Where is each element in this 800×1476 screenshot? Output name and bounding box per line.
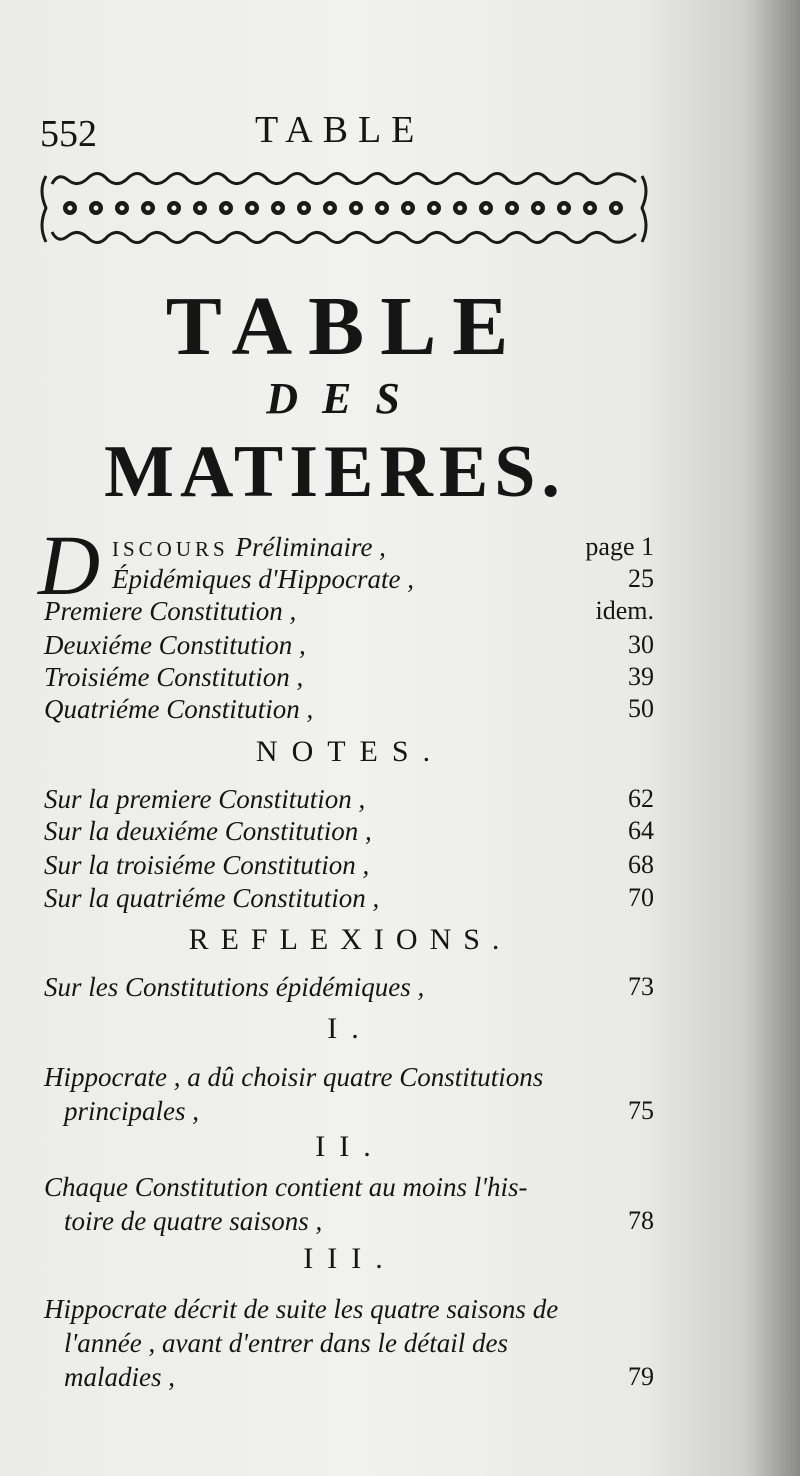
toc-entry-label: l'année , avant d'entrer dans le détail des — [64, 1328, 508, 1358]
toc-entry-page: 70 — [628, 883, 654, 912]
title-line-table: TABLE — [165, 280, 525, 373]
section-numeral: I. — [327, 1012, 373, 1045]
toc-entry-label: principales , — [64, 1096, 199, 1126]
title-line-des: DES — [266, 374, 424, 423]
toc-entry-line — [0, 1096, 800, 1130]
toc-entry-page: 39 — [628, 662, 654, 691]
toc-entry — [0, 662, 800, 696]
toc-entry-page: 78 — [628, 1206, 654, 1235]
page-number: 552 — [40, 113, 97, 155]
toc-entry-line — [0, 1206, 800, 1240]
toc-entry-label: Sur la premiere Constitution , — [44, 784, 366, 814]
toc-entry-label: Sur la quatriéme Constitution , — [44, 883, 380, 913]
toc-entry-label: maladies , — [64, 1362, 175, 1392]
toc-entry-label: Deuxiéme Constitution , — [44, 630, 306, 660]
toc-entry-label: Hippocrate , a dû choisir quatre Constitutions — [44, 1062, 544, 1092]
section-heading-notes: NOTES. — [255, 735, 445, 768]
toc-entry — [0, 972, 800, 1006]
toc-entry-page: 73 — [628, 972, 654, 1001]
toc-entry-page: 64 — [628, 816, 654, 845]
toc-entry-label: toire de quatre saisons , — [64, 1206, 323, 1236]
toc-entry — [0, 694, 800, 728]
toc-entry-label: Premiere Constitution , — [44, 596, 297, 626]
running-title: TABLE — [255, 109, 425, 151]
toc-entry-label-text: Préliminaire , — [235, 532, 386, 562]
section-numeral: III. — [303, 1242, 397, 1275]
toc-entry-label: Sur la troisiéme Constitution , — [44, 850, 370, 880]
toc-entry-smallcaps: ISCOURS — [112, 537, 229, 561]
toc-entry-page: 68 — [628, 850, 654, 879]
toc-entry — [0, 784, 800, 818]
toc-entry-label: Troisiéme Constitution , — [44, 662, 304, 692]
toc-entry-line — [0, 1062, 800, 1096]
section-numeral: II. — [315, 1130, 385, 1163]
ornamental-band-icon — [38, 170, 650, 246]
toc-entry-page: 30 — [628, 630, 654, 659]
toc-entry — [0, 816, 800, 850]
toc-entry — [0, 532, 800, 566]
toc-entry-label — [112, 532, 386, 563]
toc-entry-page: 75 — [628, 1096, 654, 1125]
toc-entry-label: Épidémiques d'Hippocrate , — [112, 564, 414, 594]
toc-entry-label: Hippocrate décrit de suite les quatre saisons de — [44, 1294, 559, 1324]
toc-entry-page: 25 — [628, 564, 654, 593]
toc-entry — [0, 850, 800, 884]
toc-entry-page: 79 — [628, 1362, 654, 1391]
section-heading-reflexions: REFLEXIONS. — [188, 923, 512, 956]
toc-entry-label: Sur les Constitutions épidémiques , — [44, 972, 425, 1002]
toc-entry — [0, 883, 800, 917]
toc-entry — [0, 564, 800, 598]
toc-entry-line — [0, 1294, 800, 1328]
toc-entry-label: Chaque Constitution contient au moins l'his- — [44, 1172, 528, 1202]
toc-entry-line — [0, 1362, 800, 1396]
toc-entry-label: Sur la deuxiéme Constitution , — [44, 816, 372, 846]
toc-entry — [0, 596, 800, 630]
toc-entry-line — [0, 1172, 800, 1206]
toc-entry-page: page 1 — [585, 532, 654, 561]
toc-entry-page: idem. — [595, 596, 654, 625]
toc-entry — [0, 630, 800, 664]
title-line-matieres: MATIERES. — [104, 431, 566, 513]
toc-entry-label: Quatriéme Constitution , — [44, 694, 314, 724]
toc-entry-page: 50 — [628, 694, 654, 723]
drop-cap: D — [38, 517, 101, 613]
toc-entry-page: 62 — [628, 784, 654, 813]
toc-entry-line — [0, 1328, 800, 1362]
